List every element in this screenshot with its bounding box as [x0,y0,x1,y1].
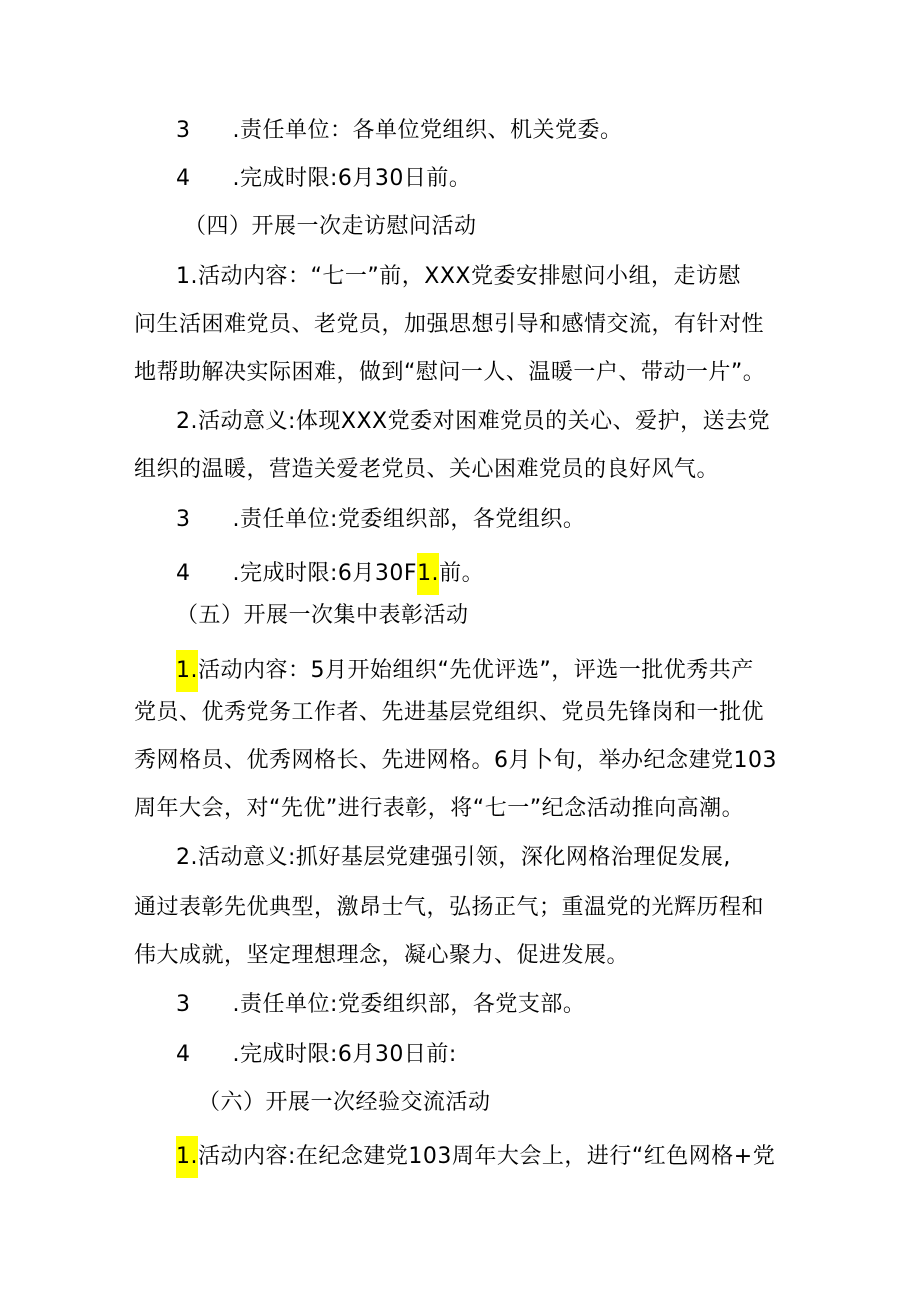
paragraph-line: 1.活动内容:在纪念建党103周年大会上，进行“红色网格+党 [176,1136,775,1178]
item-number: 4 [176,561,191,586]
item-text: .责任单位:党委组织部，各党组织。 [232,507,586,532]
paragraph-line: 地帮助解决实际困难，做到“慰问一人、温暖一户、带动一片”。 [134,360,766,385]
section-heading-4: （四）开展一次走访慰问活动 [184,214,477,239]
item-text: .责任单位：各单位党组织、机关党委。 [232,118,623,143]
item-number: 3 [176,118,191,143]
item-text: .完成时限:6月30日前。 [232,166,472,191]
paragraph-line: 问生活困难党员、老党员，加强思想引导和感情交流，有针对性 [134,312,765,337]
item-text: .完成时限:6月30日前: [232,1042,457,1067]
paragraph-line: 1.活动内容：“七一”前，XXX党委安排慰问小组，走访慰 [176,264,742,289]
list-item-4-deadline [176,164,471,194]
paragraph-line: 秀网格员、优秀网格长、先进网格。6月卜旬，举办纪念建党103 [134,748,777,773]
section-heading-5: （五）开展一次集中表彰活动 [176,603,469,628]
paragraph-line: 1.活动内容：5月开始组织“先优评选”，评选一批优秀共产 [176,650,754,692]
paragraph-line: 伟大成就，坚定理想理念，凝心聚力、促进发展。 [134,943,630,968]
list-item-3-responsibility [176,990,585,1020]
highlight-mark: 1. [176,1136,198,1178]
item-number: 4 [176,1042,191,1067]
list-item-3-responsibility [176,116,623,146]
item-text: .责任单位:党委组织部，各党支部。 [232,992,586,1017]
item-text: 前。 [439,561,485,586]
list-item-3-responsibility [176,505,585,535]
paragraph-line: 党员、优秀党务工作者、先进基层党组织、党员先锋岗和一批优 [134,700,765,725]
highlight-mark: 1. [417,553,439,595]
paragraph-line: 2.活动意义:抓好基层党建强引领，深化网格治理促发展, [176,845,731,870]
paragraph-line: 组织的温暖，营造关爱老党员、关心困难党员的良好风气。 [134,457,720,482]
item-text: .完成时限:6月30F [232,561,418,586]
list-item-4-deadline [176,1040,457,1070]
paragraph-line: 2.活动意义:体现XXX党委对困难党员的关心、爱护，送去党 [176,409,771,434]
highlight-mark: 1. [176,650,198,692]
item-number: 3 [176,507,191,532]
paragraph-line: 周年大会，对“先优”进行表彰，将“七一”纪念活动推向高潮。 [134,796,745,821]
item-number: 4 [176,166,191,191]
section-heading-6: （六）开展一次经验交流活动 [198,1090,491,1115]
list-item-4-deadline [176,553,484,595]
item-number: 3 [176,992,191,1017]
paragraph-line: 通过表彰先优典型，激昂士气，弘扬正气；重温党的光辉历程和 [134,895,765,920]
